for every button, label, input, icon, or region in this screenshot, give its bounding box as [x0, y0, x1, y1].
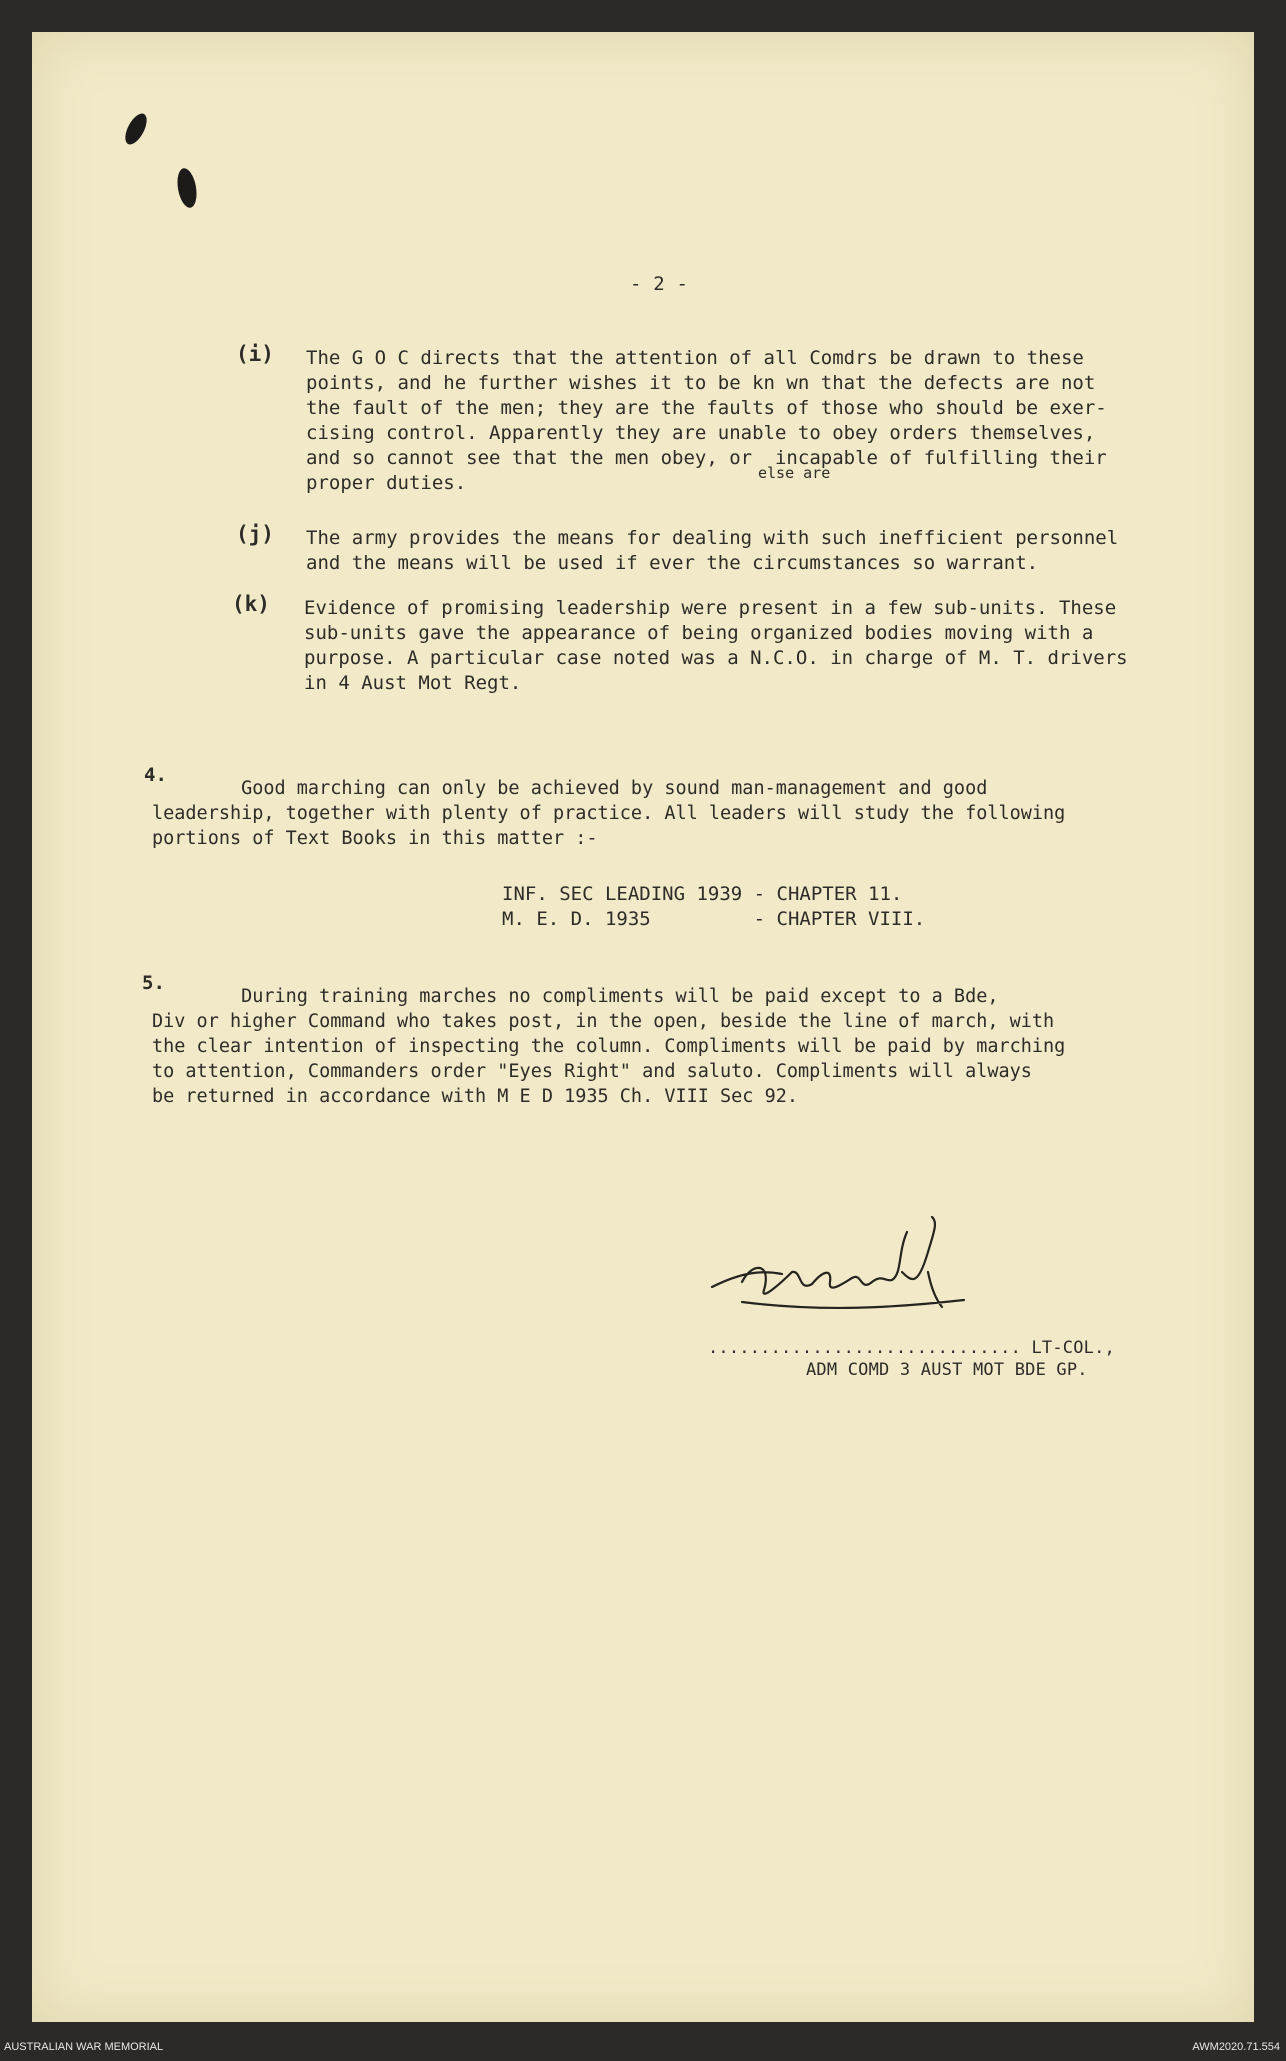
item-text: [304, 596, 1128, 696]
text-line: purpose. A particular case noted was a N.C.O. in charge of M. T. drivers: [304, 647, 1128, 669]
paragraph-number: 4.: [144, 764, 167, 786]
text-line: During training marches no compliments will be paid except to a Bde,: [152, 986, 999, 1007]
item-text: [306, 346, 1107, 496]
text-line: cising control. Apparently they are unable to obey orders themselves,: [306, 422, 1096, 444]
footer-left: AUSTRALIAN WAR MEMORIAL: [4, 2041, 164, 2053]
item-text: [306, 526, 1118, 576]
text-line: The G O C directs that the attention of all Comdrs be drawn to these: [306, 347, 1084, 369]
text-line: proper duties.: [306, 472, 467, 494]
item-label: (k): [232, 592, 270, 616]
footer-right: AWM2020.71.554: [1192, 2041, 1280, 2053]
text-line: Div or higher Command who takes post, in the open, beside the line of march, with: [152, 1011, 1055, 1032]
signature-image: [702, 1212, 1022, 1332]
reference-line: INF. SEC LEADING 1939 - CHAPTER 11.: [502, 883, 903, 905]
text-line: in 4 Aust Mot Regt.: [304, 672, 522, 694]
ink-blot: [175, 167, 200, 210]
paragraph-number: 5.: [142, 972, 165, 994]
text-line: Evidence of promising leadership were present in a few sub-units. These: [304, 597, 1117, 619]
text-line: sub-units gave the appearance of being organized bodies moving with a: [304, 622, 1094, 644]
text-line: Good marching can only be achieved by sound man-management and good: [152, 778, 988, 799]
signature-appointment: ADM COMD 3 AUST MOT BDE GP.: [806, 1360, 1088, 1380]
text-line: be returned in accordance with M E D 1935 Ch. VIII Sec 92.: [152, 1086, 799, 1107]
reference-list: [502, 882, 925, 932]
reference-line: M. E. D. 1935 - CHAPTER VIII.: [502, 908, 926, 930]
signature-rank-line: .............................. LT-COL.,: [708, 1338, 1115, 1358]
ink-blot: [121, 110, 151, 148]
text-line: the clear intention of inspecting the column. Compliments will be paid by marching: [152, 1036, 1066, 1057]
text-line: leadership, together with plenty of practice. All leaders will study the following: [152, 803, 1066, 824]
text-line: points, and he further wishes it to be kn wn that the defects are not: [306, 372, 1096, 394]
item-label: (i): [236, 342, 274, 366]
text-line: to attention, Commanders order "Eyes Right" and saluto. Compliments will always: [152, 1061, 1032, 1082]
text-line: the fault of the men; they are the faults of those who should be exer-: [306, 397, 1107, 419]
item-label: (j): [236, 522, 274, 546]
text-line: and so cannot see that the men obey, or incapable of fulfilling their: [306, 447, 1107, 469]
text-line: and the means will be used if ever the circumstances so warrant.: [306, 552, 1039, 574]
document-page: [32, 32, 1254, 2022]
paragraph-text: [152, 984, 1065, 1109]
paragraph-text: [152, 776, 1065, 851]
text-line: The army provides the means for dealing with such inefficient personnel: [306, 527, 1119, 549]
handwritten-insert: else are: [758, 464, 831, 482]
text-line: portions of Text Books in this matter :-: [152, 828, 598, 849]
page-number: - 2 -: [630, 273, 689, 295]
